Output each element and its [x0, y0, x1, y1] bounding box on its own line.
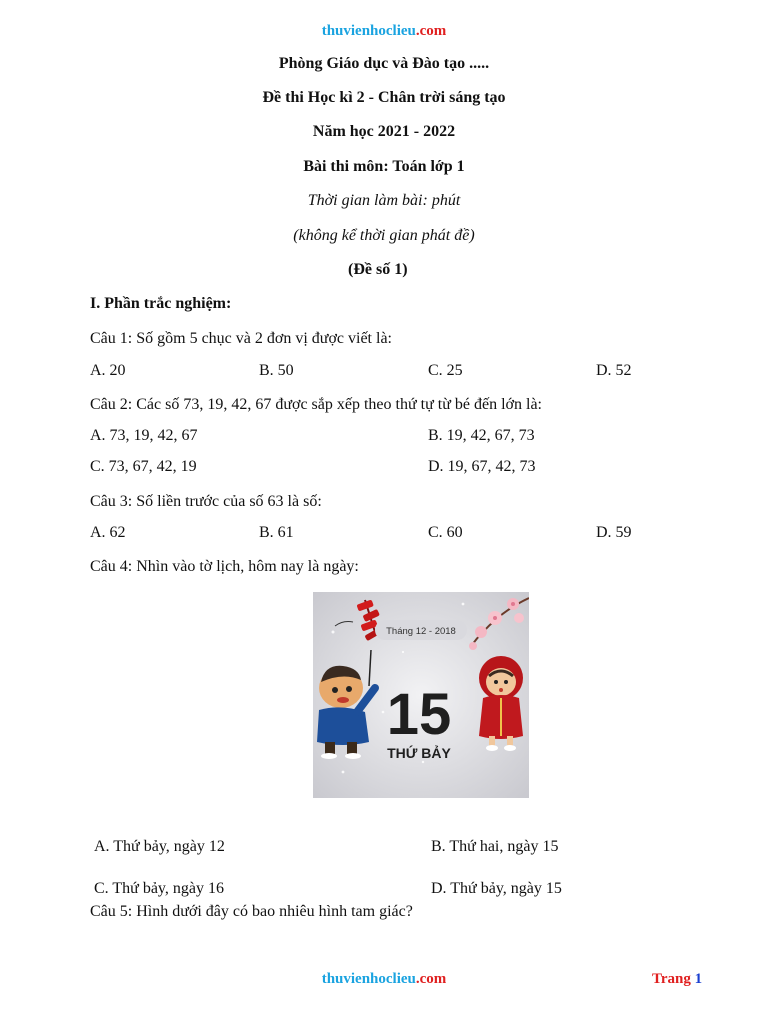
header-site-domain: .com — [415, 23, 447, 39]
calendar-month: Tháng 12 - 2018 — [386, 626, 456, 637]
question-2-option-b: B. 19, 42, 67, 73 — [428, 427, 535, 444]
header-site — [0, 23, 768, 40]
footer-site-name: thuvienhoclieu — [321, 971, 416, 987]
title-line-3: Năm học 2021 - 2022 — [312, 123, 456, 140]
question-5-text: Câu 5: Hình dưới đây có bao nhiêu hình tam giác? — [90, 903, 413, 920]
question-1-option-c: C. 25 — [428, 362, 463, 379]
footer-site-domain: .com — [415, 971, 447, 987]
calendar-weekday: THỨ BẢY — [387, 745, 451, 761]
title-line-2: Đề thi Học kì 2 - Chân trời sáng tạo — [262, 89, 506, 106]
question-4-option-b: B. Thứ hai, ngày 15 — [431, 838, 559, 855]
calendar-image — [313, 592, 529, 798]
title-line-5: Thời gian làm bài: phút — [307, 192, 461, 209]
question-3-option-d: D. 59 — [596, 524, 632, 541]
question-1-option-a: A. 20 — [90, 362, 126, 379]
question-4-option-d: D. Thứ bảy, ngày 15 — [431, 880, 562, 897]
question-2-option-a: A. 73, 19, 42, 67 — [90, 427, 198, 444]
footer-page-label: Trang — [652, 971, 691, 987]
question-3-text: Câu 3: Số liền trước của số 63 là số: — [90, 493, 322, 510]
footer-page — [652, 971, 702, 988]
question-3-option-b: B. 61 — [259, 524, 294, 541]
question-4-option-c: C. Thứ bảy, ngày 16 — [94, 880, 224, 897]
question-3-option-a: A. 62 — [90, 524, 126, 541]
girl-character-icon — [479, 656, 523, 751]
question-2-option-d: D. 19, 67, 42, 73 — [428, 458, 536, 475]
question-1-option-b: B. 50 — [259, 362, 294, 379]
footer-page-number: 1 — [694, 971, 703, 987]
question-1-text: Câu 1: Số gồm 5 chục và 2 đơn vị được viết là: — [90, 330, 392, 347]
section-heading: I. Phần trắc nghiệm: — [90, 295, 232, 312]
title-line-4: Bài thi môn: Toán lớp 1 — [303, 158, 465, 175]
question-4-text: Câu 4: Nhìn vào tờ lịch, hôm nay là ngày: — [90, 558, 359, 575]
title-line-1: Phòng Giáo dục và Đào tạo ..... — [278, 55, 490, 72]
question-3-option-c: C. 60 — [428, 524, 463, 541]
title-line-6: (không kể thời gian phát đề) — [293, 227, 475, 244]
question-1-option-d: D. 52 — [596, 362, 632, 379]
header-site-name: thuvienhoclieu — [321, 23, 416, 39]
title-line-7: (Đề số 1) — [348, 261, 408, 278]
question-4-option-a: A. Thứ bảy, ngày 12 — [94, 838, 225, 855]
calendar-day: 15 — [386, 682, 452, 747]
question-2-text: Câu 2: Các số 73, 19, 42, 67 được sắp xếp theo thứ tự từ bé đến lớn là: — [90, 396, 542, 413]
question-2-option-c: C. 73, 67, 42, 19 — [90, 458, 197, 475]
